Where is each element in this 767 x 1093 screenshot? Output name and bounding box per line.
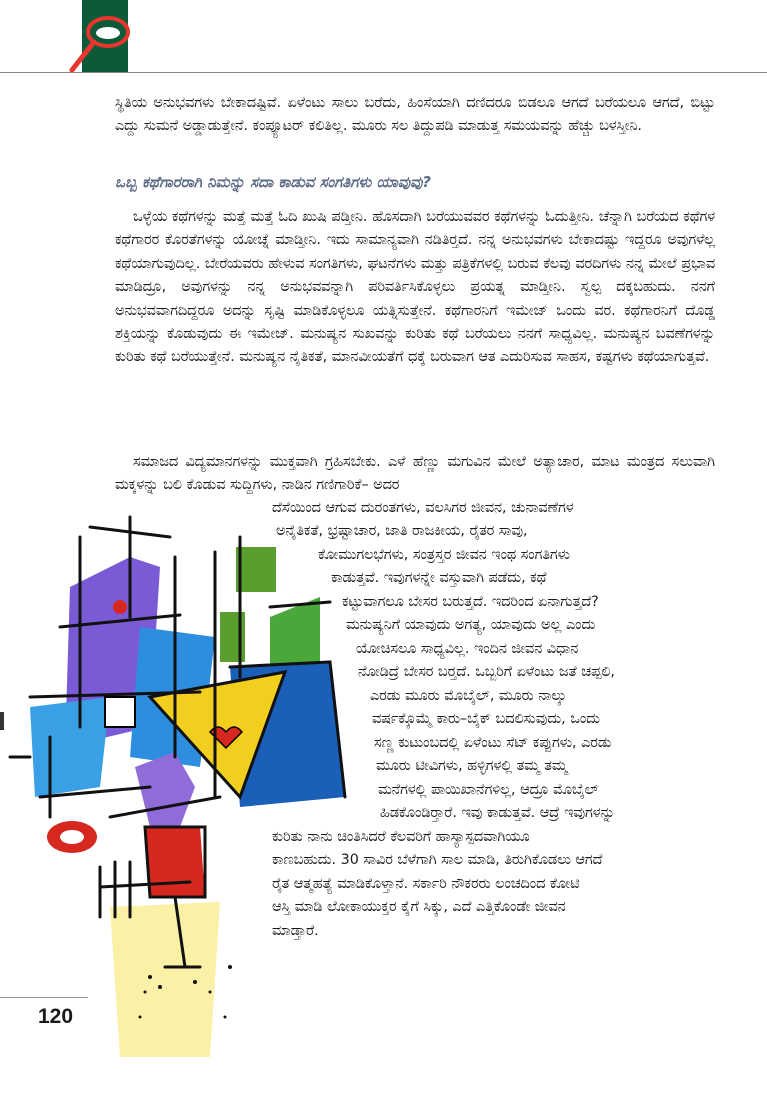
header-rule <box>0 72 767 73</box>
wrapped-line: ಕೋಮುಗಲಭೆಗಳು, ಸಂತ್ರಸ್ತರ ಜೀವನ ಇಂಥ ಸಂಗತಿಗಳು <box>318 547 570 563</box>
wrapped-line: ರೈತ ಆತ್ಮಹತ್ಯೆ ಮಾಡಿಕೊಳ್ತಾನೆ. ಸರ್ಕಾರಿ ನೌಕರರು ಲಂಚದಿಂದ ಕೋಟಿ <box>272 876 580 892</box>
wrapped-line: ಮೂರು ಟೀವಿಗಳು, ಹಳ್ಳಿಗಳಲ್ಲಿ ತಮ್ಮ ತಮ್ಮ <box>376 758 568 774</box>
abstract-painting-illustration <box>0 497 395 1057</box>
wrapped-line: ಮನೆಗಳಲ್ಲಿ ಪಾಯಿಖಾನೆಗಳಿಲ್ಲ, ಆದ್ರೂ ಮೊಬೈಲ್ <box>378 782 599 798</box>
wrapped-line: ಹಿಡಕೊಂಡಿರ್‍ತಾರೆ. ಇವು ಕಾಡುತ್ತವೆ. ಆದ್ರೆ ಇವುಗಳನ್ನು <box>380 805 615 821</box>
paragraph-2: ಒಳ್ಳೆಯ ಕಥೆಗಳನ್ನು ಮತ್ತೆ ಮತ್ತೆ ಓದಿ ಖುಷಿ ಪಡ್ತೀನಿ. ಹೊಸದಾಗಿ ಬರೆಯುವವರ ಕಥೆಗಳನ್ನು ಓದುತ್ತೀನಿ. ಚೆನ್ನಾಗಿ ಬರೆಯದ ಕಥೆಗಳ ಕಥೆಗಾರರ ಕೊರತೆಗಳನ್ನು ಯೋಚ್ನೆ ಮಾಡ್ತೀನಿ. ಇದು ಸಾಮಾನ್ಯವಾಗಿ ನಡಿತಿರ್‍ತದೆ. ನನ್ನ ಅನುಭವಗಳು ಬೇಕಾದಷ್ಟು ಇದ್ದರೂ ಅವುಗಳೆಲ್ಲ ಕಥೆಯಾಗುವುದಿಲ್ಲ. ಬೇರೆಯವರು ಹೇಳುವ ಸಂಗತಿಗಳು, ಘಟನೆಗಳು ಮತ್ತು ಪತ್ರಿಕೆಗಳಲ್ಲಿ ಬರುವ ಕೆಲವು ವರದಿಗಳು ನನ್ನ ಮೇಲೆ ಪ್ರಭಾವ ಮಾಡಿದ್ರೂ, ಅವುಗಳನ್ನು ನನ್ನ ಅನುಭವವನ್ನಾಗಿ ಪರಿವರ್ತಿಸಿಕೊಳ್ಳಲು ಪ್ರಯತ್ನ ಮಾಡ್ತೀನಿ. ಸ್ವಲ್ಪ ದಕ್ಕಬಹುದು. ನನಗೆ ಅನುಭವವಾಗದಿದ್ದರೂ ಅದನ್ನು ಸೃಷ್ಟಿ ಮಾಡಿಕೊಳ್ಳಲೂ ಯತ್ನಿಸುತ್ತೇನೆ. ಕಥೆಗಾರನಿಗೆ ಇಮೇಜ್ ಒಂದು ವರ. ಕಥೆಗಾರನಿಗೆ ದೊಡ್ಡ ಶಕ್ತಿಯನ್ನು ಕೊಡುವುದು ಈ ಇಮೇಜ್. ಮನುಷ್ಯನ ಸುಖವನ್ನು ಕುರಿತು ಕಥೆ ಬರೆಯಲು ನನಗೆ ಸಾಧ್ಯವಿಲ್ಲ. ಮನುಷ್ಯನ ಬವಣೆಗಳನ್ನು ಕುರಿತು ಕಥೆ ಬರೆಯುತ್ತೇನೆ. ಮನುಷ್ಯನ ನೈತಿಕತೆ, ಮಾನವೀಯತೆಗೆ ಧಕ್ಕೆ ಬರುವಾಗ ಆತ ಎದುರಿಸುವ ಸಾಹಸ, ಕಷ್ಟಗಳು ಕಥೆಯಾಗುತ್ತವೆ. <box>115 209 715 366</box>
wrapped-line: ಕಟ್ಟುವಾಗಲೂ ಬೇಸರ ಬರುತ್ತದೆ. ಇದರಿಂದ ಏನಾಗುತ್ತದೆ? <box>342 594 599 610</box>
magnifier-logo-icon <box>68 10 138 76</box>
wrapped-line: ಮಾಡ್ತಾರೆ. <box>272 923 319 939</box>
wrapped-line: ಎರಡು ಮೂರು ಮೊಬೈಲ್, ಮೂರು ನಾಲ್ಕು <box>370 688 567 704</box>
wrapped-line: ಸಣ್ಣ ಕುಟುಂಬದಲ್ಲಿ ಏಳೆಂಟು ಸೆಟ್ ಕಪ್ಪುಗಳು, ಎರಡು <box>374 735 612 751</box>
wrapped-line: ವರ್ಷಕ್ಕೊಮ್ಮೆ ಕಾರು–ಬೈಕ್ ಬದಲಿಸುವುದು, ಒಂದು <box>372 711 600 727</box>
wrapped-line: ಕುರಿತು ನಾನು ಚಿಂತಿಸಿದರೆ ಕೆಲವರಿಗೆ ಹಾಸ್ಯಾಸ್ಪದವಾಗಿಯೂ <box>272 829 530 845</box>
page-edge-mark <box>0 712 4 730</box>
footer-rule <box>0 997 88 998</box>
wrapped-line: ಅನೈತಿಕತೆ, ಭ್ರಷ್ಟಾಚಾರ, ಜಾತಿ ರಾಜಕೀಯ, ರೈತರ ಸಾವು, <box>276 523 528 539</box>
interview-question: ಒಬ್ಬ ಕಥೆಗಾರರಾಗಿ ನಿಮನ್ನು ಸದಾ ಕಾಡುವ ಸಂಗತಿಗಳು ಯಾವುವು? <box>115 173 432 191</box>
wrapped-line: ನೋಡಿದ್ರೆ ಬೇಸರ ಬರ್‍ತದೆ. ಒಬ್ಬರಿಗೆ ಏಳೆಂಟು ಜತೆ ಚಪ್ಪಲಿ, <box>358 664 615 680</box>
wrapped-line: ಯೋಚಿಸಲೂ ಸಾಧ್ಯವಿಲ್ಲ. ಇಂದಿನ ಜೀವನ ವಿಧಾನ <box>356 641 579 657</box>
wrapped-line: ಆಸ್ತಿ ಮಾಡಿ ಲೋಕಾಯುಕ್ತರ ಕೈಗೆ ಸಿಕ್ಕು, ಎದೆ ಎತ್ತಿಕೊಂಡೇ ಜೀವನ <box>272 899 566 915</box>
paragraph-3: ಸಮಾಜದ ವಿದ್ಯಮಾನಗಳನ್ನು ಮುಕ್ತವಾಗಿ ಗ್ರಹಿಸಬೇಕು. ಎಳೆ ಹೆಣ್ಣು ಮಗುವಿನ ಮೇಲೆ ಅತ್ಯಾಚಾರ, ಮಾಟ ಮಂತ್ರದ ಸಲುವಾಗಿ ಮಕ್ಕಳನ್ನು ಬಲಿ ಕೊಡುವ ಸುದ್ದಿಗಳು, ನಾಡಿನ ಗಣಿಗಾರಿಕೆ– ಅದರ <box>115 454 715 494</box>
wrapped-line: ಕಾಣಬಹುದು. 30 ಸಾವಿರ ಬೆಳೆಗಾಗಿ ಸಾಲ ಮಾಡಿ, ತಿರುಗಿಕೊಡಲು ಆಗದೆ <box>272 852 603 868</box>
wrapped-line: ಕಾಡುತ್ತವೆ. ಇವುಗಳನ್ನೇ ವಸ್ತುವಾಗಿ ಪಡೆದು, ಕಥೆ <box>331 570 547 586</box>
wrapped-line: ಮನುಷ್ಯನಿಗೆ ಯಾವುದು ಅಗತ್ಯ, ಯಾವುದು ಅಲ್ಲ ಎಂದು <box>346 617 596 633</box>
page-number: 120 <box>38 1005 74 1028</box>
paragraph-1: ಸ್ಥಿತಿಯ ಅನುಭವಗಳು ಬೇಕಾದಷ್ಟಿವೆ. ಏಳೆಂಟು ಸಾಲು ಬರೆದು, ಹಿಂಸೆಯಾಗಿ ದಣಿದರೂ ಬಿಡಲೂ ಆಗದೆ ಬರೆಯಲೂ ಆಗದೆ, ಬಿಟ್ಟು ಎದ್ದು ಸುಮನೆ ಅಡ್ಡಾಡುತ್ತೇನೆ. ಕಂಪ್ಯೂಟರ್ ಕಲಿತಿಲ್ಲ. ಮೂರು ಸಲ ತಿದ್ದುಪಡಿ ಮಾಡುತ್ತ ಸಮಯವನ್ನು ಹೆಚ್ಚು ಬಳಸ್ತೀನಿ. <box>115 95 715 135</box>
wrapped-line: ದೆಸೆಯಿಂದ ಆಗುವ ದುರಂತಗಳು, ವಲಸಿಗರ ಜೀವನ, ಚುನಾವಣೆಗಳ <box>272 500 574 516</box>
header-logo <box>82 0 128 72</box>
